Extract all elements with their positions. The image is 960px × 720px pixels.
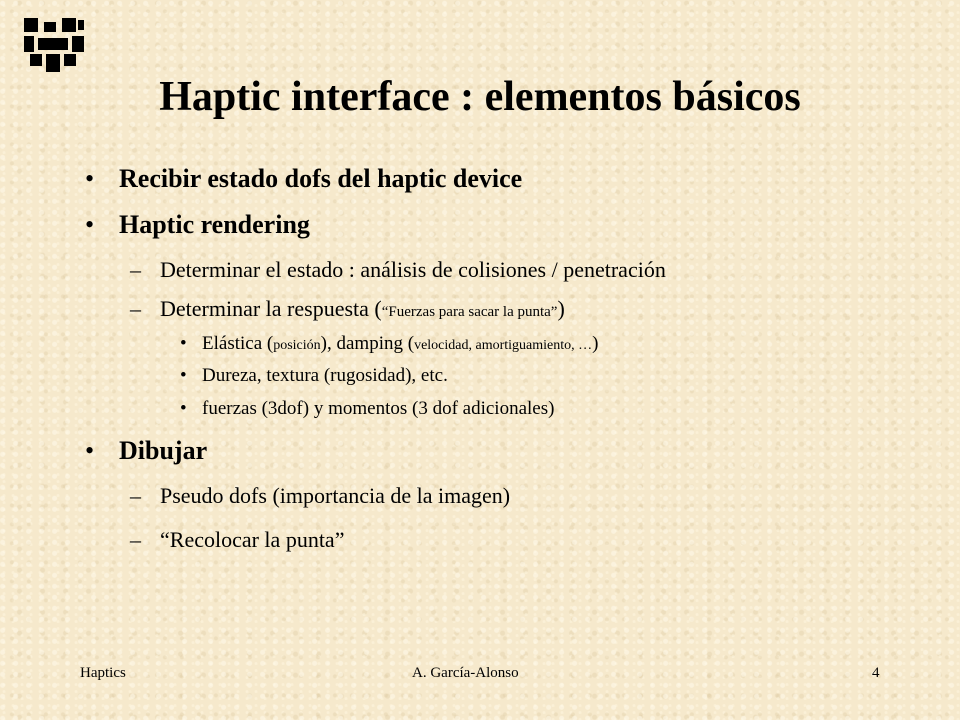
sub-item-text: “Recolocar la punta” (160, 527, 345, 552)
sub-item (130, 295, 565, 326)
sub-item (130, 526, 344, 554)
sub-item-text-end: ) (557, 296, 565, 321)
sub-item (130, 482, 510, 510)
sub-sub-item-text: Elástica ( (202, 333, 274, 354)
bullet-text: Dibujar (119, 436, 208, 465)
footer-author: A. García-Alonso (412, 665, 519, 681)
sub-sub-item-text: ) (592, 333, 599, 354)
sub-item (130, 256, 666, 284)
sub-sub-item-text: fuerzas (3dof) y momentos (3 dof adicionales) (202, 398, 555, 419)
sub-sub-item-note: posición (273, 338, 321, 353)
bullet-marker: • (180, 398, 187, 419)
sub-sub-item (180, 332, 598, 358)
bullet-text: Haptic rendering (119, 210, 310, 239)
bullet-marker: • (85, 164, 95, 193)
dash-marker: – (130, 257, 141, 282)
sub-item-text: Determinar el estado : análisis de colisiones / penetración (160, 257, 666, 282)
bullet-item (85, 163, 522, 195)
sub-item-text: Determinar la respuesta ( (160, 296, 382, 321)
sub-sub-item-text: ), damping ( (320, 333, 415, 354)
bullet-marker: • (180, 365, 187, 386)
sub-sub-item-note: velocidad, amortiguamiento, … (414, 338, 593, 353)
dash-marker: – (130, 527, 141, 552)
slide-title: Haptic interface : elementos básicos (159, 74, 801, 120)
sub-item-text: Pseudo dofs (importancia de la imagen) (160, 483, 511, 508)
dash-marker: – (130, 296, 141, 321)
sub-sub-item-text: Dureza, textura (rugosidad), etc. (202, 365, 448, 386)
bullet-marker: • (180, 333, 187, 354)
page-number: 4 (872, 665, 880, 681)
bullet-text: Recibir estado dofs del haptic device (119, 164, 523, 193)
bullet-marker: • (85, 210, 95, 239)
bullet-marker: • (85, 436, 95, 465)
dash-marker: – (130, 483, 141, 508)
sub-sub-item (180, 364, 448, 388)
bullet-item (85, 209, 310, 241)
sub-sub-item (180, 397, 554, 421)
footer-course: Haptics (80, 665, 126, 681)
bullet-item (85, 435, 207, 467)
sub-item-note: “Fuerzas para sacar la punta” (381, 304, 558, 320)
